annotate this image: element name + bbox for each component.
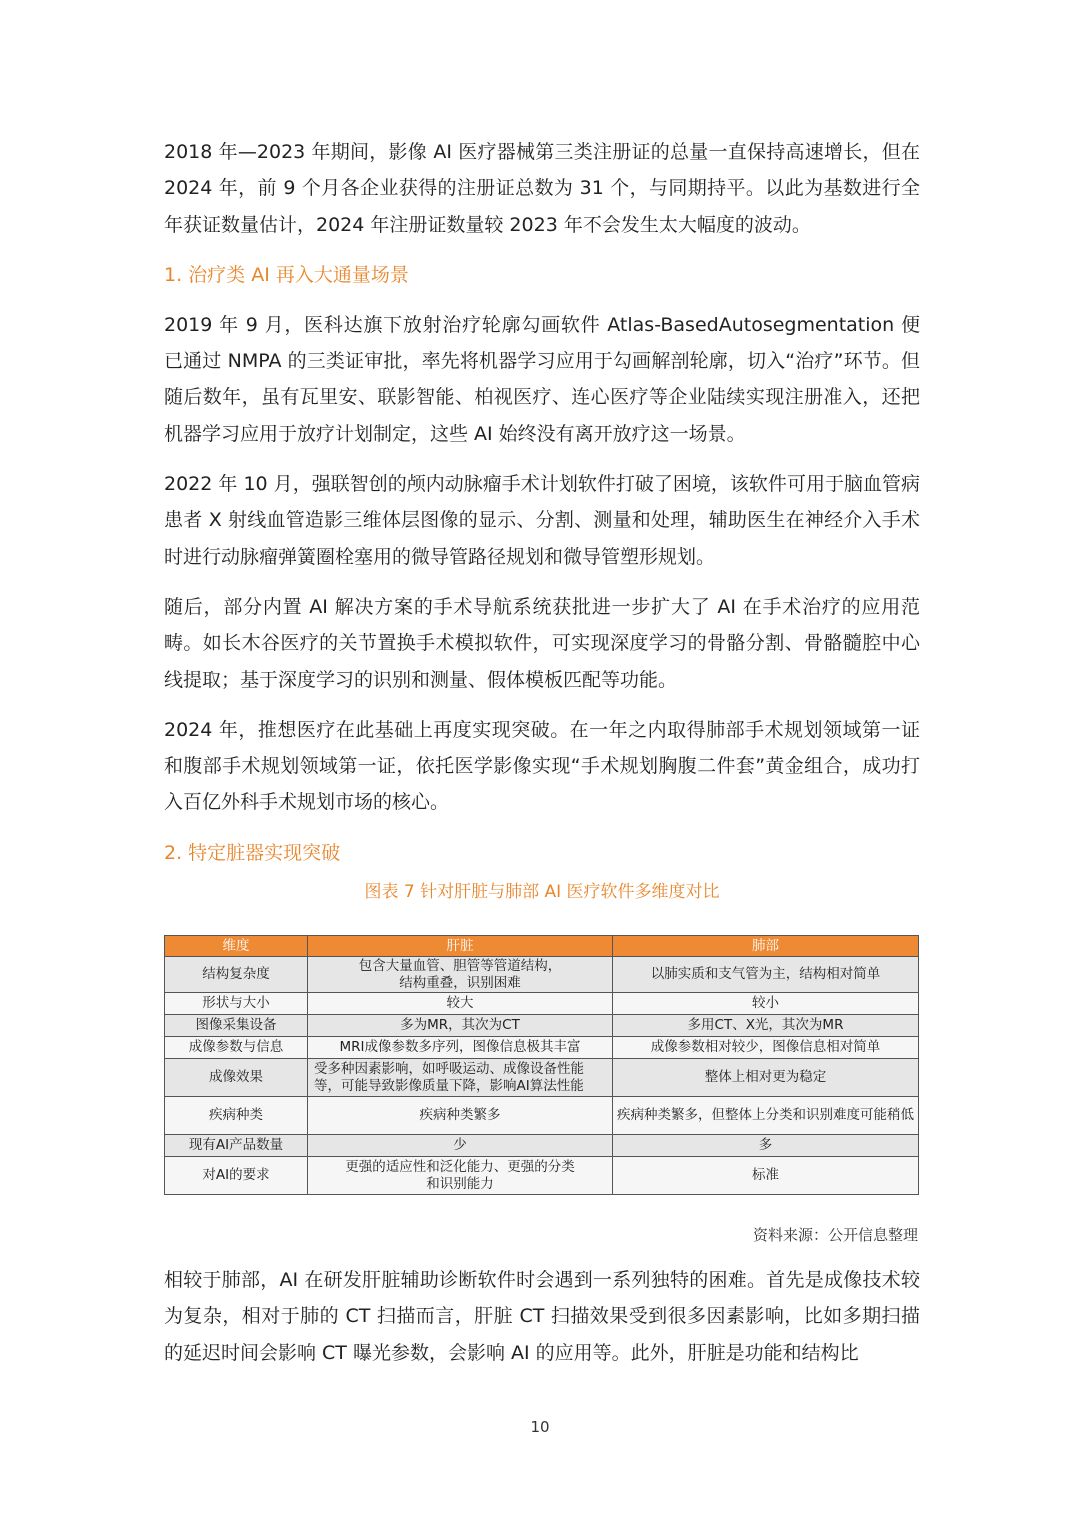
table-cell: 疾病种类	[165, 1097, 308, 1135]
table-cell: 多为MR，其次为CT	[308, 1015, 613, 1037]
table-cell: 多	[613, 1135, 919, 1157]
table-cell: 以肺实质和支气管为主，结构相对简单	[613, 957, 919, 993]
section-heading-2: 2. 特定脏器实现突破	[164, 841, 341, 864]
paragraph-4: 随后，部分内置 AI 解决方案的手术导航系统获批进一步扩大了 AI 在手术治疗的应用范畴。如长木谷医疗的关节置换手术模拟软件，可实现深度学习的骨骼分割、骨骼髓腔中心线提取；基于深度学习的识别和测量、假体模板匹配等功能。	[164, 595, 920, 691]
table-cell: MRI成像参数多序列，图像信息极其丰富	[308, 1037, 613, 1059]
table-cell: 结构复杂度	[165, 957, 308, 993]
header-liver: 肝脏	[308, 936, 613, 957]
document-body-continued	[164, 1262, 920, 1371]
comparison-table	[164, 935, 919, 1195]
table-cell: 少	[308, 1135, 613, 1157]
table-cell: 现有AI产品数量	[165, 1135, 308, 1157]
paragraph-1: 2018 年—2023 年期间，影像 AI 医疗器械第三类注册证的总量一直保持高速增长，但在 2024 年，前 9 个月各企业获得的注册证总数为 31 个，与同期持平。以此为基数进行全年获证数量估计，2024 年注册证数量较 2023 年不会发生太大幅度的波动。	[164, 141, 920, 236]
table-row	[165, 1015, 919, 1037]
paragraph-3: 2022 年 10 月，强联智创的颅内动脉瘤手术计划软件打破了困境，该软件可用于脑血管病患者 X 射线血管造影三维体层图像的显示、分割、测量和处理，辅助医生在神经介入手术时进行动脉瘤弹簧圈栓塞用的微导管路径规划和微导管塑形规划。	[164, 473, 920, 568]
table-cell: 受多种因素影响，如呼吸运动、成像设备性能等，可能导致影像质量下降，影响AI算法性能	[308, 1059, 613, 1097]
table-cell: 疾病种类繁多，但整体上分类和识别难度可能稍低	[613, 1097, 919, 1135]
page-number: 10	[530, 1418, 550, 1436]
table-row	[165, 1097, 919, 1135]
table-cell: 成像效果	[165, 1059, 308, 1097]
table-cell: 多用CT、X光，其次为MR	[613, 1015, 919, 1037]
figure-caption: 图表 7 针对肝脏与肺部 AI 医疗软件多维度对比	[364, 881, 720, 902]
table-cell: 对AI的要求	[165, 1157, 308, 1195]
table-cell: 疾病种类繁多	[308, 1097, 613, 1135]
table-cell: 较小	[613, 993, 919, 1015]
table-row	[165, 957, 919, 993]
paragraph-6: 相较于肺部，AI 在研发肝脏辅助诊断软件时会遇到一系列独特的困难。首先是成像技术较为复杂，相对于肺的 CT 扫描而言，肝脏 CT 扫描效果受到很多因素影响，比如多期扫描的延迟时间会影响 CT 曝光参数，会影响 AI 的应用等。此外，肝脏是功能和结构比	[164, 1269, 920, 1364]
table-cell: 成像参数相对较少，图像信息相对简单	[613, 1037, 919, 1059]
table-cell: 标准	[613, 1157, 919, 1195]
table-row	[165, 1037, 919, 1059]
table-cell: 包含大量血管、胆管等管道结构， 结构重叠，识别困难	[308, 957, 613, 993]
table-row	[165, 1059, 919, 1097]
table-cell: 形状与大小	[165, 993, 308, 1015]
figure-source: 资料来源：公开信息整理	[752, 1226, 918, 1244]
table-row	[165, 1157, 919, 1195]
table-cell: 更强的适应性和泛化能力、更强的分类 和识别能力	[308, 1157, 613, 1195]
table-cell: 较大	[308, 993, 613, 1015]
document-body	[164, 134, 920, 902]
paragraph-2: 2019 年 9 月，医科达旗下放射治疗轮廓勾画软件 Atlas-BasedAutosegmentation 便已通过 NMPA 的三类证审批，率先将机器学习应用于勾画解剖轮廓，切入“治疗”环节。但随后数年，虽有瓦里安、联影智能、柏视医疗、连心医疗等企业陆续实现注册准入，还把机器学习应用于放疗计划制定，这些 AI 始终没有离开放疗这一场景。	[164, 313, 920, 445]
table-cell: 成像参数与信息	[165, 1037, 308, 1059]
table-row	[165, 993, 919, 1015]
section-heading-1: 1. 治疗类 AI 再入大通量场景	[164, 263, 409, 286]
header-lung: 肺部	[613, 936, 919, 957]
table-header-row	[165, 936, 919, 957]
paragraph-5: 2024 年，推想医疗在此基础上再度实现突破。在一年之内取得肺部手术规划领域第一证和腹部手术规划领域第一证，依托医学影像实现“手术规划胸腹二件套”黄金组合，成功打入百亿外科手术规划市场的核心。	[164, 718, 920, 814]
header-dimension: 维度	[165, 936, 308, 957]
table-cell: 整体上相对更为稳定	[613, 1059, 919, 1097]
table-cell: 图像采集设备	[165, 1015, 308, 1037]
table-row	[165, 1135, 919, 1157]
